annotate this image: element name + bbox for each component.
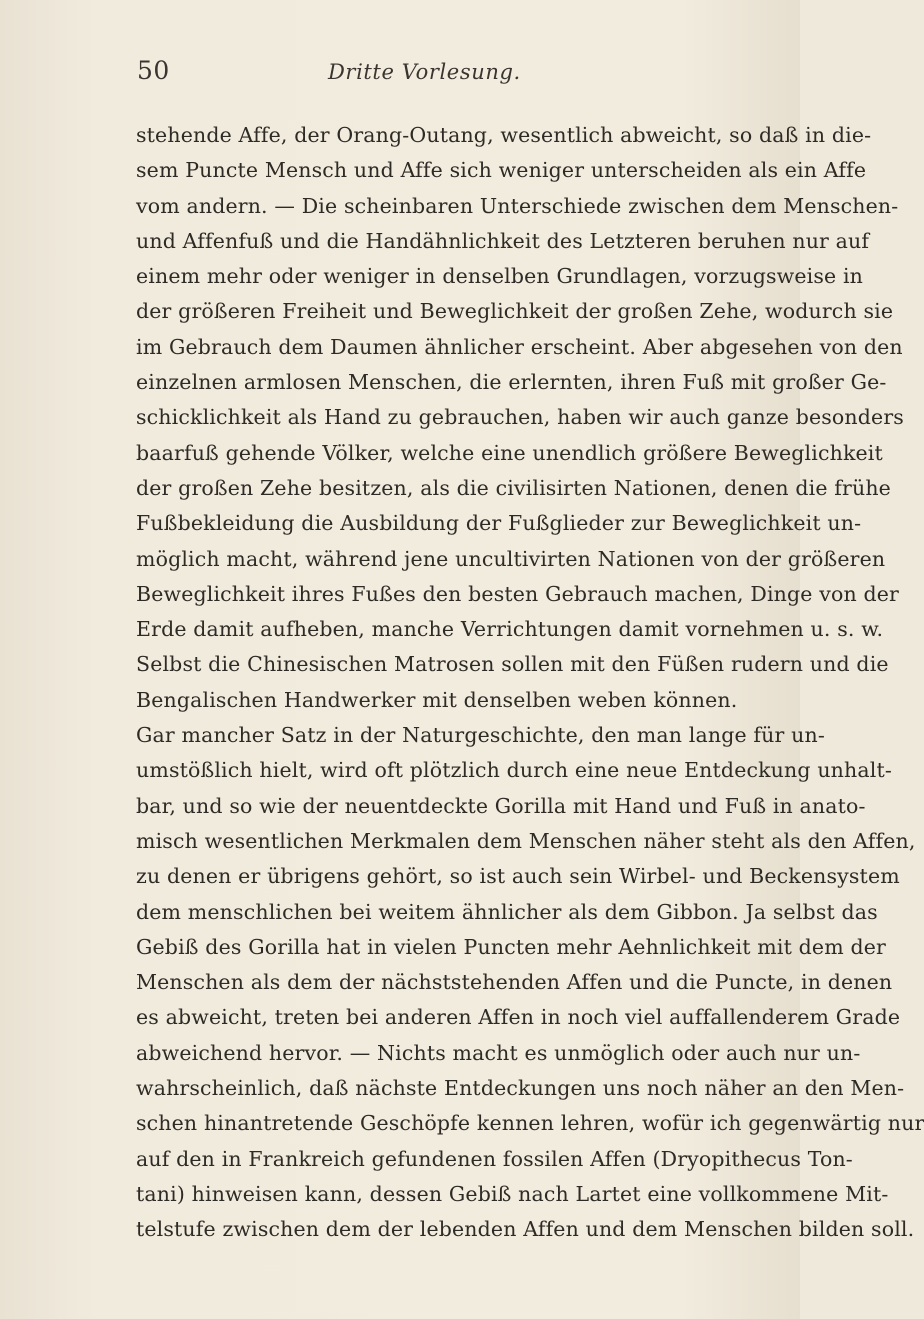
- page-number: 50: [137, 56, 170, 85]
- text-line: wahrscheinlich, daß nächste Entdeckungen uns noch näher an den Men-: [136, 1076, 905, 1101]
- text-line: möglich macht, während jene uncultivirten Nationen von der größeren: [136, 546, 886, 571]
- text-line: Beweglichkeit ihres Fußes den besten Gebrauch machen, Dinge von der: [136, 581, 899, 606]
- text-line: schicklichkeit als Hand zu gebrauchen, haben wir auch ganze besonders: [136, 405, 904, 430]
- text-line: der großen Zehe besitzen, als die civilisirten Nationen, denen die frühe: [136, 475, 891, 500]
- text-line: sem Puncte Mensch und Affe sich weniger unterscheiden als ein Affe: [136, 158, 867, 183]
- text-line: stehende Affe, der Orang-Outang, wesentlich abweicht, so daß in die-: [136, 123, 872, 147]
- text-line: auf den in Frankreich gefundenen fossilen Affen (Dryopithecus Ton-: [136, 1146, 853, 1171]
- text-line: abweichend hervor. — Nichts macht es unmöglich oder auch nur un-: [136, 1040, 861, 1065]
- text-line: Menschen als dem der nächststehenden Affen und die Puncte, in denen: [136, 970, 893, 995]
- text-line: dem menschlichen bei weitem ähnlicher als dem Gibbon. Ja selbst das: [136, 899, 878, 924]
- text-line: Selbst die Chinesischen Matrosen sollen mit den Füßen rudern und die: [136, 652, 889, 677]
- text-line: telstufe zwischen dem der lebenden Affen und dem Menschen bilden soll.: [136, 1217, 915, 1242]
- text-line: einem mehr oder weniger in denselben Grundlagen, vorzugsweise in: [136, 264, 864, 289]
- text-line: tani) hinweisen kann, dessen Gebiß nach Lartet eine vollkommene Mit-: [136, 1181, 889, 1206]
- text-line: Bengalischen Handwerker mit denselben weben können.: [136, 687, 738, 712]
- text-line: vom andern. — Die scheinbaren Unterschiede zwischen dem Menschen-: [136, 193, 899, 218]
- text-line: im Gebrauch dem Daumen ähnlicher erscheint. Aber abgesehen von den: [136, 334, 903, 359]
- running-head: Dritte Vorlesung.: [328, 60, 521, 84]
- text-line: der größeren Freiheit und Beweglichkeit der großen Zehe, wodurch sie: [136, 299, 894, 324]
- text-line: Gebiß des Gorilla hat in vielen Puncten mehr Aehnlichkeit mit dem der: [136, 934, 886, 959]
- body-text: [136, 118, 924, 1248]
- text-line: bar, und so wie der neuentdeckte Gorilla mit Hand und Fuß in anato-: [136, 793, 866, 818]
- text-line: Gar mancher Satz in der Naturgeschichte, den man lange für un-: [136, 723, 825, 748]
- text-line: es abweicht, treten bei anderen Affen in noch viel auffallenderem Grade: [136, 1005, 901, 1030]
- text-line: umstößlich hielt, wird oft plötzlich durch eine neue Entdeckung unhalt-: [136, 758, 892, 783]
- text-line: einzelnen armlosen Menschen, die erlernten, ihren Fuß mit großer Ge-: [136, 370, 887, 395]
- text-line: schen hinantretende Geschöpfe kennen lehren, wofür ich gegenwärtig nur: [136, 1111, 924, 1136]
- text-line: Fußbekleidung die Ausbildung der Fußglieder zur Beweglichkeit un-: [136, 511, 862, 536]
- text-line: misch wesentlichen Merkmalen dem Menschen näher steht als den Affen,: [136, 828, 916, 853]
- text-line: und Affenfuß und die Handähnlichkeit des Letzteren beruhen nur auf: [136, 228, 870, 253]
- text-line: baarfuß gehende Völker, welche eine unendlich größere Beweglichkeit: [136, 440, 883, 465]
- text-line: zu denen er übrigens gehört, so ist auch sein Wirbel- und Beckensystem: [136, 864, 900, 889]
- page-header: [0, 56, 800, 96]
- text-line: Erde damit aufheben, manche Verrichtungen damit vornehmen u. s. w.: [136, 617, 884, 642]
